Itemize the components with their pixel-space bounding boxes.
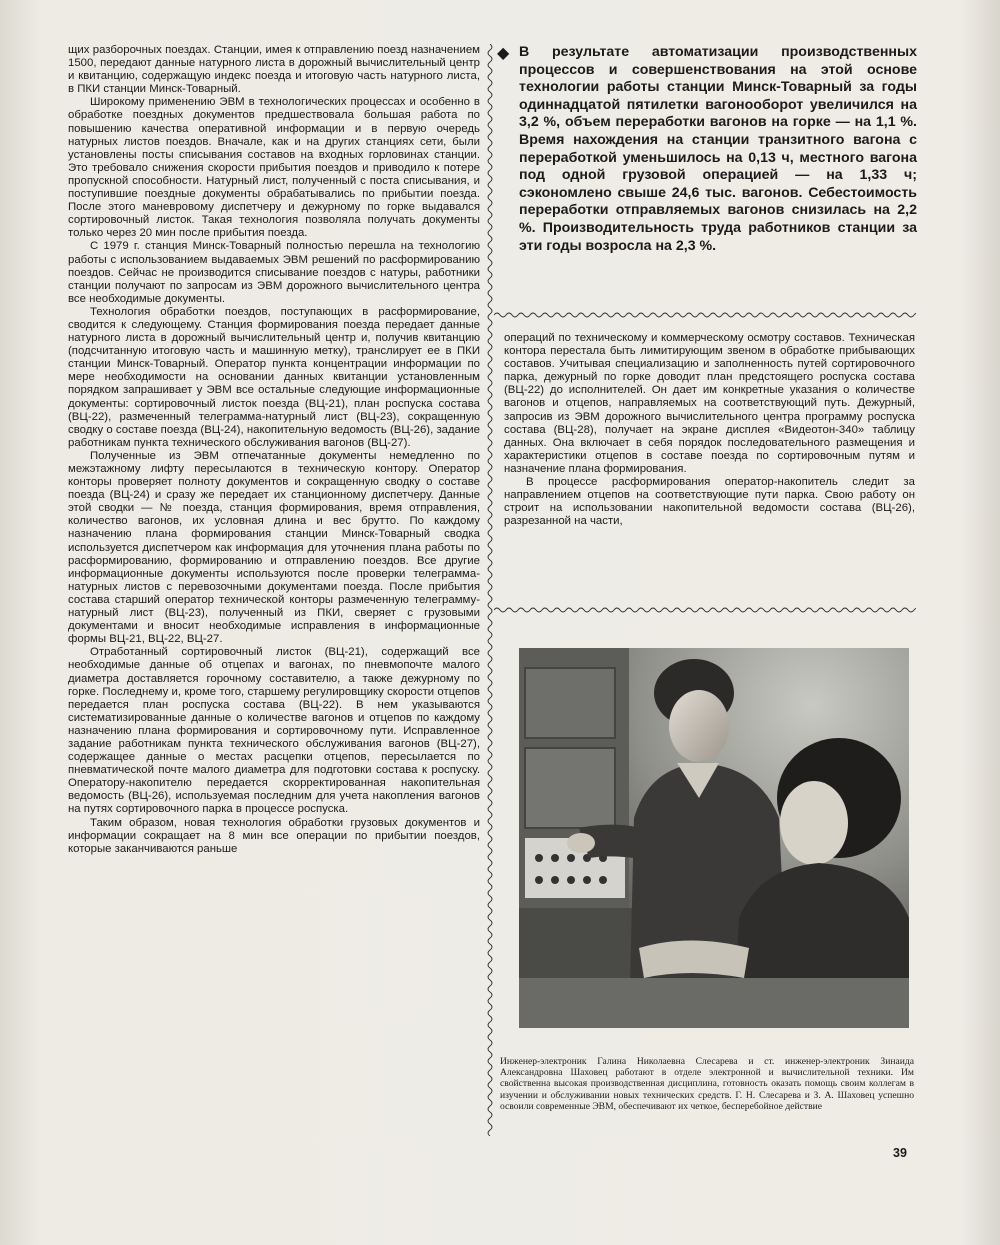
horizontal-wavy-divider-bottom (494, 606, 916, 614)
vertical-wavy-divider (486, 44, 494, 1136)
left-paragraph-5: Полученные из ЭВМ отпечатанные документы немедленно по межэтажному лифту пересылаются в техническую контору. Оператор конторы проверяет полноту документов и сокращенную сводку о составе поезда (ВЦ-24) и сразу же передает их станционному диспетчеру. Данные этой сводки — № поезда, станция формирования, время отправления, количество вагонов, их условная длина и вес брутто. По каждому назначению плана формирования станции Минск-Товарный сводка используется диспетчером как информация для уточнения плана работы по расформированию, формированию и отправлению поездов. Все другие информационные документы используются после проверки телеграмма-натурных листов с перевозочными документами поезда. После прибытия состава старший оператор технической конторы размеченную телеграмму-натурный лист (ВЦ-23), полученный из ПКИ, сверяет с грузовыми документами и вносит необходимые исправления в информационные формы ВЦ-21, ВЦ-22, ВЦ-27. (68, 449, 480, 646)
left-paragraph-4: Технология обработки поездов, поступающих в расформирование, сводится к следующему. Станция формирования поезда передает данные натурного листа в дорожный вычислительный центр и, получив квитанцию (подсчитанную итоговую часть и машинную метку), транслирует ее в ПКИ станции Минск-Товарный. Оператор пункта концентрации информации по мере необходимости на основании данных квитанции установленным порядком запрашивает у ЭВМ все остальные следующие информационные документы: сортировочный листок поезда (ВЦ-21), план роспуска состава (ВЦ-22), размеченный телеграмма-натурный лист (ВЦ-23), сокращенную сводку о составе поезда (ВЦ-24), накопительную ведомость (ВЦ-26), задание работникам пункта технического обслуживания вагонов (ВЦ-27). (68, 305, 480, 449)
left-paragraph-1: щих разборочных поездах. Станции, имея к отправлению поезд назначением 1500, передают данные натурного листа в дорожный вычислительный центр и квитанцию, содержащую индекс поезда и итоговую часть натурного листа, в ПКИ станции Минск-Товарный. (68, 44, 480, 96)
page-number: 39 (893, 1146, 907, 1160)
highlight-box (497, 44, 917, 255)
horizontal-wavy-divider-top (494, 311, 916, 319)
photo-illustration (519, 648, 909, 1028)
right-paragraph-2: В процессе расформирования оператор-накопитель следит за направлением отцепов на соответствующие пути парка. Свою работу он строит на использовании накопительной ведомости состава (ВЦ-26), разрезанной на части, (504, 476, 915, 528)
diamond-bullet-icon: ◆ (497, 45, 510, 62)
right-text-column (504, 332, 915, 528)
left-paragraph-2: Широкому применению ЭВМ в технологических процессах и особенно в обработке поездных документов предшествовала большая работа по повышению качества оперативной информации и в первую очередь натурных листов поездов. Вначале, как и на других станциях сети, были установлены посты списывания составов на входных горловинах станции. Это требовало снижения скорости прибытия поездов и приводило к потере пропускной способности. Натурный лист, полученный с поста списывания, и поступившие поездные документы обрабатывались по прибытии поезда. После этого маневровому диспетчеру и дежурному по горке выдавался сортировочный листок. Такая технология позволяла получать документы только через 20 мин после прибытия поезда. (68, 96, 480, 240)
left-paragraph-3: С 1979 г. станция Минск-Товарный полностью перешла на технологию работы с использованием выдаваемых ЭВМ решений по расформированию поездов. Сейчас не производится списывание поездов с натуры, работники станции получают по запросам из ЭВМ дорожного вычислительного центра все необходимые документы. (68, 240, 480, 305)
left-text-column (68, 44, 480, 856)
photo-caption: Инженер-электроник Галина Николаевна Слесарева и ст. инженер-электроник Зинаида Александровна Шаховец работают в отделе электронной и вычислительной техники. Им свойственна высокая производственная дисциплина, готовность оказать помощь своим коллегам в изучении и обслуживании новых технических средств. Г. Н. Слесарева и З. А. Шаховец успешно освоили современные ЭВМ, обеспечивают их четкое, бесперебойное действие (500, 1056, 914, 1112)
photo-engineers-at-computer (519, 648, 909, 1028)
left-paragraph-6: Отработанный сортировочный листок (ВЦ-21), содержащий все необходимые данные об отцепах и вагонах, по пневмопочте малого диаметра доставляется горочному составителю, а также дежурному по горке. Последнему и, кроме того, старшему регулировщику скорости отцепов передается план роспуска состава (ВЦ-22). В нем указываются систематизированные данные о количестве вагонов и отцепов по каждому назначению плана формирования и сортировочному пути. Исправленное задание работникам пункта технического обслуживания вагонов (ВЦ-27), содержащее данные о местах расцепки отцепов, пересылается по пневматической почте малого диаметра для подготовки состава к роспуску. Оператору-накопителю передается скорректированная накопительная ведомость (ВЦ-26), используемая последним для учета накопления вагонов на путях сортировочного парка в процессе роспуска. (68, 646, 480, 816)
left-paragraph-7: Таким образом, новая технология обработки грузовых документов и информации сокращает на 8 мин все операции по прибытии поездов, которые заканчиваются раньше (68, 816, 480, 855)
right-paragraph-1: операций по техническому и коммерческому осмотру составов. Техническая контора перестала быть лимитирующим звеном в обработке прибывающих составов. Учитывая специализацию и заполненность путей сортировочного парка, дежурный по горке доводит план предстоящего роспуска состава (ВЦ-22) до исполнителей. Он дает им конкретные указания о количестве вагонов и отцепов, направляемых на соответствующий путь. Дежурный, запросив из ЭВМ дорожного вычислительного центра программу роспуска состава (ВЦ-28), получает на экране дисплея «Видеотон-340» таблицу данных. Она включает в себя порядок последовательного размещения и характеристики отцепов в составе поезда по сортировочным путям и назначение плана формирования. (504, 332, 915, 475)
highlight-text: В результате автоматизации производственных процессов и совершенствования на этой основе технологии работы станции Минск-Товарный за годы одиннадцатой пятилетки вагонооборот увеличился на 3,2 %, объем переработки вагонов на горке — на 1,1 %. Время нахождения на станции транзитного вагона с переработкой уменьшилось на 0,13 ч, местного вагона под одной грузовой операцией — на 1,33 ч; сэкономлено свыше 24,6 тыс. вагонов. Себестоимость переработки отправляемых вагонов снизилась на 2,2 %. Производительность труда работников станции за эти годы возросла на 2,3 %. (519, 44, 917, 254)
